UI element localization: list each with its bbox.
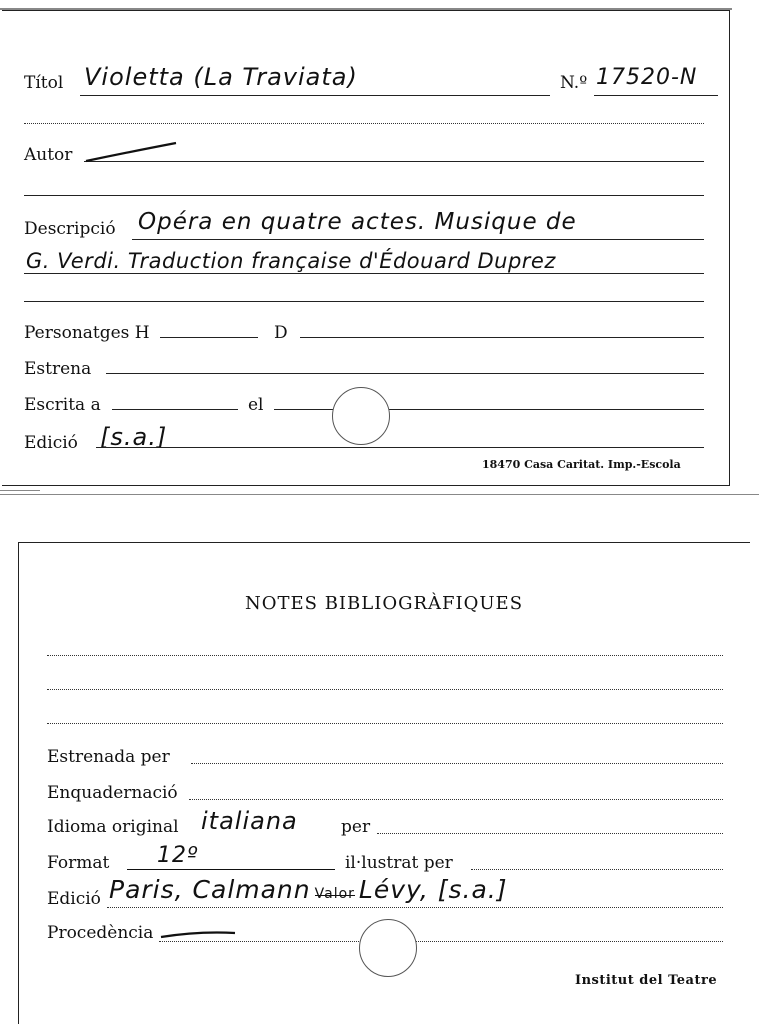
idioma-value: italiana (201, 807, 298, 835)
numero-line (594, 95, 718, 96)
estrenada-line (191, 763, 723, 764)
edicio-label: Edició (24, 433, 78, 453)
numero-label: N.º (560, 73, 588, 93)
illustrat-line (471, 869, 723, 870)
titol-line (80, 95, 550, 96)
estrenada-label: Estrenada per (47, 747, 170, 767)
edicio-back-value-a: Paris, Calmann (109, 875, 311, 904)
descripcio-label: Descripció (24, 219, 116, 239)
punch-hole (359, 919, 417, 977)
dotted-line (47, 723, 723, 724)
descripcio-line (24, 273, 704, 274)
illustrat-label: il·lustrat per (345, 853, 453, 873)
idioma-label: Idioma original (47, 817, 179, 837)
titol-value: Violetta (La Traviata) (84, 63, 358, 91)
edicio-back-value (109, 877, 508, 902)
personatges-label: Personatges H (24, 323, 150, 343)
estrena-line (106, 373, 704, 374)
el-label: el (248, 395, 264, 415)
catalog-card-front (2, 10, 730, 486)
idioma-per-label: per (341, 817, 371, 837)
printer-note: 18470 Casa Caritat. Imp.-Escola (482, 458, 681, 471)
numero-value: 17520-N (596, 65, 698, 90)
dotted-line (47, 689, 723, 690)
autor-label: Autor (24, 145, 73, 165)
personatges-d-line (300, 337, 704, 338)
edicio-back-line (107, 907, 723, 908)
descripcio-line2: G. Verdi. Traduction française d'Édouard Duprez (26, 249, 556, 273)
edicio-line (96, 447, 704, 448)
format-value: 12º (157, 843, 199, 868)
separator-line (24, 301, 704, 302)
procedencia-label: Procedència (47, 923, 154, 943)
institution-stamp: Institut del Teatre (575, 973, 718, 988)
format-line (127, 869, 335, 870)
edicio-back-label: Edició (47, 889, 101, 909)
escrita-line (112, 409, 238, 410)
edicio-value: [s.a.] (100, 423, 168, 451)
personatges-h-line (160, 337, 258, 338)
enquadernacio-label: Enquadernació (47, 783, 178, 803)
procedencia-dash-mark (159, 929, 239, 941)
scan-edge (0, 490, 40, 491)
punch-hole (332, 387, 390, 445)
edicio-back-value-b: Lévy, [s.a.] (358, 875, 508, 904)
edicio-back-struck: Valor (314, 886, 355, 902)
idioma-per-line (377, 833, 723, 834)
autor-dash-mark (84, 137, 180, 165)
procedencia-line (159, 941, 723, 942)
separator-line (24, 123, 704, 124)
titol-label: Títol (24, 73, 64, 93)
descripcio-line1: Opéra en quatre actes. Musique de (138, 209, 577, 235)
format-label: Format (47, 853, 110, 873)
enquadernacio-line (189, 799, 723, 800)
notes-heading: NOTES BIBLIOGRÀFIQUES (245, 593, 524, 614)
escrita-label: Escrita a (24, 395, 101, 415)
dotted-line (47, 655, 723, 656)
separator-line (24, 195, 704, 196)
descripcio-line (132, 239, 704, 240)
scan-edge (0, 494, 759, 495)
personatges-d-label: D (274, 323, 288, 343)
catalog-card-back (18, 542, 750, 1024)
estrena-label: Estrena (24, 359, 92, 379)
